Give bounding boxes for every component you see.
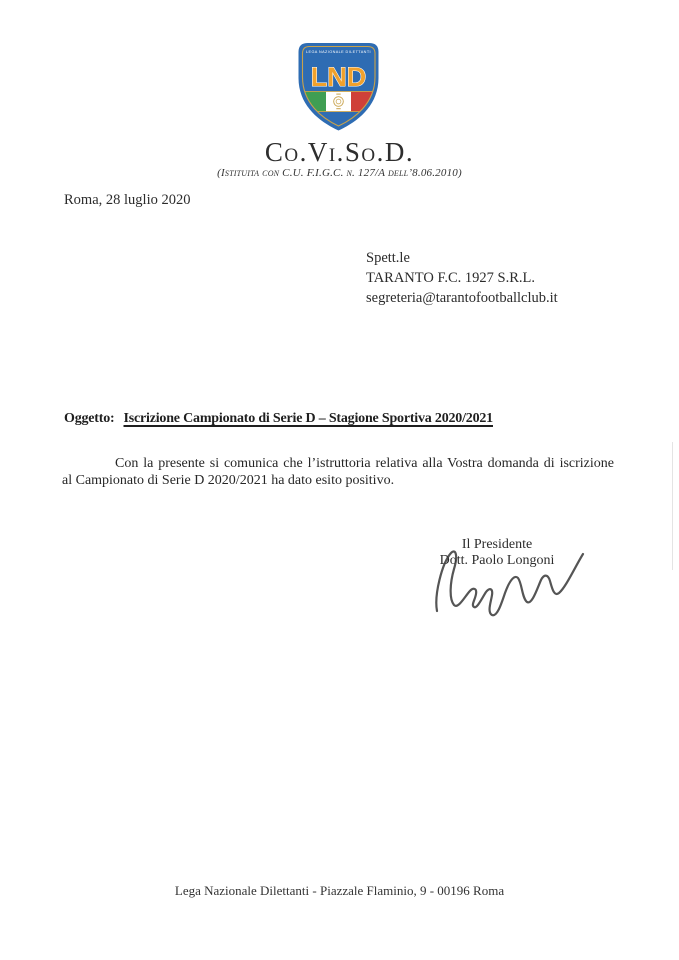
recipient-company: TARANTO F.C. 1927 S.R.L. [366, 270, 536, 286]
handwritten-signature [425, 545, 595, 620]
crest-lnd-text: LND [310, 62, 367, 92]
recipient-salutation: Spett.le [366, 250, 410, 266]
subject-text: Iscrizione Campionato di Serie D – Stagione Sportiva 2020/2021 [123, 411, 493, 426]
crest-emblem-mark-top [336, 94, 340, 95]
org-founding-note: (Istituita con C.U. F.I.G.C. n. 127/A dell’8.06.2010) [217, 167, 462, 179]
scan-edge-line [672, 442, 673, 570]
place-date-line: Roma, 28 luglio 2020 [64, 192, 191, 208]
org-title: Co.Vi.So.D. [264, 137, 415, 167]
body-line-1: Con la presente si comunica che l’istruttoria relativa alla Vostra domanda di iscrizione [115, 456, 614, 471]
lnd-crest-logo [291, 41, 386, 131]
signer-name: Dott. Paolo Longoni [439, 553, 555, 568]
letter-body [62, 456, 614, 489]
crest-emblem-mark-bottom [336, 108, 340, 109]
recipient-email: segreteria@tarantofootballclub.it [366, 290, 558, 306]
subject-row [64, 411, 493, 427]
subject-label: Oggetto: [64, 411, 115, 426]
body-line-2: al Campionato di Serie D 2020/2021 ha dato esito positivo. [62, 472, 395, 488]
footer-address: Lega Nazionale Dilettanti - Piazzale Flaminio, 9 - 00196 Roma [174, 883, 505, 898]
recipient-block [366, 248, 558, 308]
signer-title: Il Presidente [461, 537, 533, 552]
crest-top-text: LEGA NAZIONALE DILETTANTI [306, 50, 371, 54]
